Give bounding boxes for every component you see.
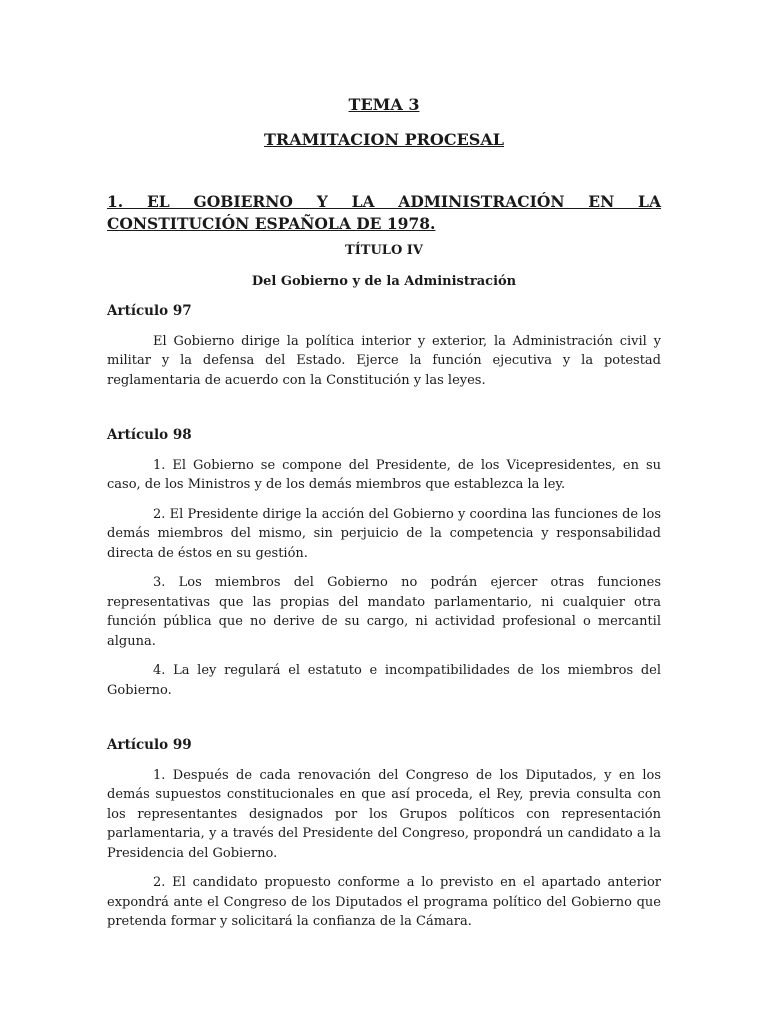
article-98-paragraph-3: 3. Los miembros del Gobierno no podrán ejercer otras funciones representativas que las propias del mandato parlamentario, ni cualquier otra función pública que no derive de su cargo, ni actividad profesional o mercantil alguna. — [107, 575, 661, 649]
titulo-heading: TÍTULO IV — [345, 243, 423, 258]
tema-title: TEMA 3 — [348, 95, 420, 114]
article-98-paragraph-4: 4. La ley regulará el estatuto e incompatibilidades de los miembros del Gobierno. — [107, 663, 661, 698]
article-99-paragraph-2: 2. El candidato propuesto conforme a lo previsto en el apartado anterior expondrá ante el Congreso de los Diputados el programa político del Gobierno que pretenda formar y solicitará la confianza de la Cámara. — [107, 875, 661, 929]
tramitacion-title: TRAMITACION PROCESAL — [263, 130, 505, 149]
article-99-paragraph-1: 1. Después de cada renovación del Congreso de los Diputados, y en los demás supuestos constitucionales en que así proceda, el Rey, previa consulta con los representantes designados por los Grupos políticos con representación parlamentaria, y a través del Presidente del Congreso, propondrá un candidato a la Presidencia del Gobierno. — [107, 767, 661, 861]
article-98-heading: Artículo 98 — [107, 427, 192, 443]
article-98-paragraph-2: 2. El Presidente dirige la acción del Gobierno y coordina las funciones de los demás miembros del mismo, sin perjuicio de la competencia y responsabilidad directa de éstos en su gestión. — [107, 506, 661, 561]
section-heading: 1. EL GOBIERNO Y LA ADMINISTRACIÓN EN LA CONSTITUCIÓN ESPAÑOLA DE 1978. — [107, 192, 661, 233]
article-97-heading: Artículo 97 — [107, 303, 192, 319]
article-98-paragraph-1: 1. El Gobierno se compone del Presidente, de los Vicepresidentes, en su caso, de los Ministros y de los demás miembros que establezca la ley. — [107, 457, 661, 492]
article-97-paragraph: El Gobierno dirige la política interior y exterior, la Administración civil y militar y la defensa del Estado. Ejerce la función ejecutiva y la potestad reglamentaria de acuerdo con la Constitución y las leyes. — [107, 333, 661, 388]
article-99-heading: Artículo 99 — [107, 737, 192, 753]
titulo-subheading: Del Gobierno y de la Administración — [251, 273, 517, 289]
document-content — [107, 92, 661, 932]
